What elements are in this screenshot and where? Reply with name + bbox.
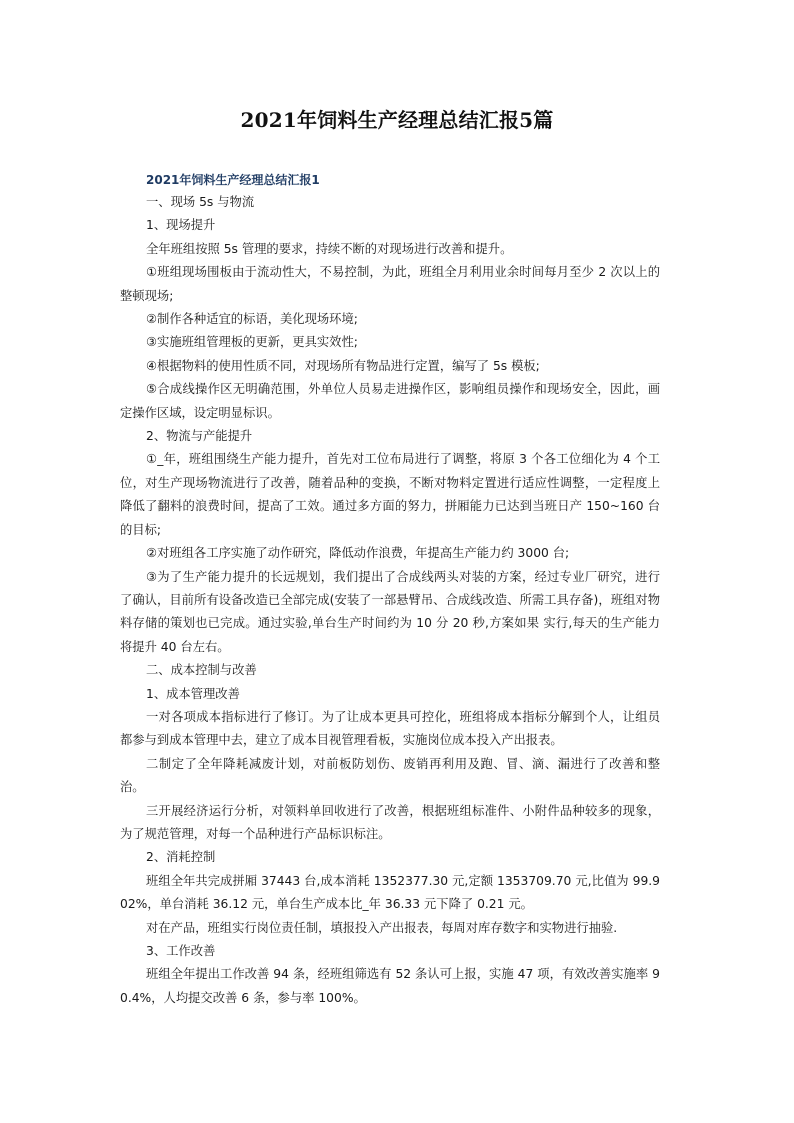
paragraph: 2、消耗控制 — [146, 850, 216, 865]
paragraph: ②制作各种适宜的标语，美化现场环境; — [146, 312, 358, 327]
paragraph: 一对各项成本指标进行了修订。为了让成本更具可控化，班组将成本指标分解到个人，让组员都参与到成本管理中去，建立了成本目视管理看板，实施岗位成本投入产出报表。 — [120, 709, 660, 748]
paragraph: ⑤合成线操作区无明确范围，外单位人员易走进操作区，影响组员操作和现场安全，因此，画定操作区域，设定明显标识。 — [120, 382, 660, 420]
paragraph: 1、成本管理改善 — [146, 686, 240, 701]
document-title: 2021年饲料生产经理总结汇报5篇 — [240, 108, 554, 132]
paragraph: ③为了生产能力提升的长远规划，我们提出了合成线两头对装的方案，经过专业厂研究，进行了确认，目前所有设备改造已全部完成(安装了一部悬臂吊、合成线改造、所需工具存备)，班组对物料存储的策划也已完成。通过实验,单台生产时间约为 10 分 20 秒,方案如果 实行,每天的生产能力将提升 40 台左右。 — [120, 569, 660, 654]
paragraph: 一、现场 5s 与物流 — [146, 195, 255, 209]
paragraph: 对在产品，班组实行岗位责任制，填报投入产出报表，每周对库存数字和实物进行抽验. — [146, 920, 618, 935]
paragraph: ④根据物料的使用性质不同，对现场所有物品进行定置，编写了 5s 模板; — [146, 358, 540, 373]
paragraph: ①_年，班组围绕生产能力提升，首先对工位布局进行了调整，将原 3 个各工位细化为 4 个工位，对生产现场物流进行了改善，随着品种的变换，不断对物料定置进行适应性调整，一定程度上降低了翻料的浪费时间，提高了工效。通过多方面的努力，拼厢能力已达到当班日产 150~160 台的目标; — [120, 452, 660, 537]
paragraph: 3、工作改善 — [146, 944, 216, 958]
paragraph: 班组全年提出工作改善 94 条，经班组筛选有 52 条认可上报，实施 47 项，有效改善实施率 90.4%，人均提交改善 6 条，参与率 100%。 — [120, 967, 660, 1005]
paragraph: 1、现场提升 — [146, 218, 216, 233]
paragraph: 2、物流与产能提升 — [146, 429, 253, 444]
paragraph: ③实施班组管理板的更新，更具实效性; — [146, 335, 358, 350]
section-heading: 2021年饲料生产经理总结汇报1 — [146, 173, 320, 187]
paragraph: ①班组现场围板由于流动性大，不易控制，为此，班组全月利用业余时间每月至少 2 次以上的整顿现场; — [120, 265, 660, 303]
paragraph: 二制定了全年降耗减废计划，对前板防划伤、废销再利用及跑、冒、滴、漏进行了改善和整治。 — [120, 756, 660, 795]
paragraph: 三开展经济运行分析，对领料单回收进行了改善，根据班组标准件、小附件品种较多的现象，为了规范管理，对每一个品种进行产品标识标注。 — [120, 803, 660, 841]
paragraph: 班组全年共完成拼厢 37443 台,成本消耗 1352377.30 元,定额 1353709.70 元,比值为 99.902%，单台消耗 36.12 元，单台生产成本比_年 36.33 元下降了 0.21 元。 — [120, 873, 660, 912]
document-body — [120, 191, 660, 1010]
paragraph: 全年班组按照 5s 管理的要求，持续不断的对现场进行改善和提升。 — [146, 241, 513, 256]
paragraph: 二、成本控制与改善 — [146, 663, 257, 678]
paragraph: ②对班组各工序实施了动作研究，降低动作浪费，年提高生产能力约 3000 台; — [146, 546, 570, 561]
